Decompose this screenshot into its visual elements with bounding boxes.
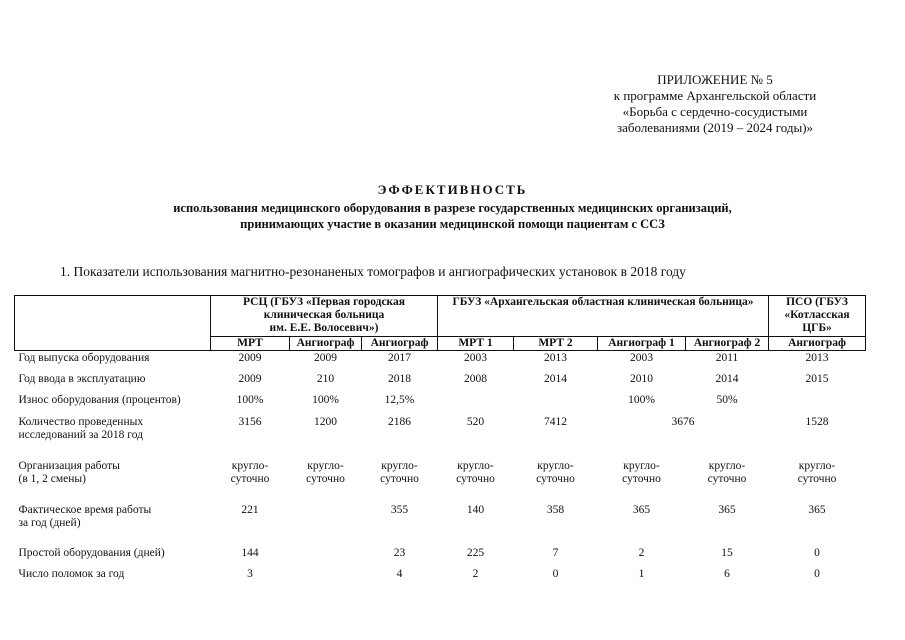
doc-subtitle-line1: использования медицинского оборудования в разрезе государственных медицинских организаций, [173, 201, 732, 215]
cell: 4 [396, 568, 403, 580]
cell: 2011 [715, 352, 739, 364]
cell: 1528 [805, 416, 829, 428]
table-row [15, 351, 866, 373]
cell: 23 [393, 547, 406, 559]
cell: 210 [316, 373, 335, 385]
cell: 2003 [630, 352, 653, 364]
cell: 0 [814, 547, 820, 559]
row-label: Количество проведенных исследований за 2018 год [18, 416, 144, 441]
cell: 1 [638, 568, 645, 580]
cell: 2009 [238, 373, 262, 385]
cell: 2186 [388, 416, 411, 428]
row-label: Простой оборудования (дней) [18, 547, 165, 559]
cell: 365 [718, 504, 736, 516]
cell: кругло- суточно [536, 460, 575, 485]
device-header: МРТ [211, 337, 290, 351]
cell: 365 [632, 504, 651, 516]
cell: 3 [247, 568, 253, 580]
device-header: Ангиограф [362, 337, 438, 351]
cell: кругло- суточно [707, 460, 747, 485]
cell: 0 [814, 568, 820, 580]
device-header: Ангиограф [769, 337, 866, 351]
table-row [15, 372, 866, 393]
cell: 2014 [544, 373, 567, 385]
table-row [15, 567, 866, 588]
cell: 2013 [544, 352, 567, 364]
cell: кругло- суточно [380, 460, 419, 485]
device-header: МРТ 1 [438, 337, 514, 351]
cell: кругло- суточно [306, 460, 345, 485]
cell: 358 [546, 504, 565, 516]
device-header: Ангиограф 1 [598, 337, 686, 351]
cell: 2008 [464, 373, 487, 385]
header-blank [15, 296, 211, 351]
cell: 6 [724, 568, 730, 580]
annex-line: ПРИЛОЖЕНИЕ № 5 [657, 72, 773, 87]
cell: 2009 [238, 352, 262, 364]
doc-subtitle-line2: принимающих участие в оказании медицинской помощи пациентам с ССЗ [240, 217, 665, 231]
cell: 7412 [544, 416, 567, 428]
row-label: Фактическое время работы за год (дней) [18, 504, 152, 529]
cell: 7 [552, 547, 559, 559]
row-label: Организация работы (в 1, 2 смены) [18, 460, 120, 485]
org-header-row [15, 296, 866, 337]
org-aokb: ГБУЗ «Архангельская областная клиническая больница» [438, 296, 769, 337]
row-label: Год ввода в эксплуатацию [18, 373, 146, 385]
device-header: Ангиограф 2 [686, 337, 769, 351]
cell [769, 393, 866, 414]
cell: 2 [472, 568, 479, 580]
cell: 2015 [805, 373, 829, 385]
cell: 100% [628, 394, 655, 406]
cell [438, 393, 514, 414]
annex-block [560, 72, 870, 136]
cell: 2009 [314, 352, 337, 364]
table-row [15, 393, 866, 414]
cell: 221 [241, 504, 259, 516]
cell: 100% [236, 394, 264, 406]
cell: 2014 [715, 373, 739, 385]
annex-line: к программе Архангельской области [613, 88, 817, 103]
annex-line: «Борьба с сердечно-сосудистыми [622, 104, 808, 119]
cell: 2017 [388, 352, 411, 364]
cell: 2018 [388, 373, 411, 385]
cell: 50% [716, 394, 738, 406]
cell: 225 [466, 547, 485, 559]
cell: 140 [466, 504, 485, 516]
cell: 2010 [630, 373, 653, 385]
device-header: МРТ 2 [514, 337, 598, 351]
doc-title: ЭФФЕКТИВНОСТЬ [377, 182, 528, 197]
cell: кругло- суточно [230, 460, 270, 485]
row-label: Год выпуска оборудования [18, 352, 150, 364]
cell: 1200 [314, 416, 337, 428]
cell: 355 [390, 504, 409, 516]
cell: 0 [552, 568, 559, 580]
cell: 520 [466, 416, 485, 428]
table-row [15, 414, 866, 458]
row-label: Износ оборудования (процентов) [18, 394, 181, 406]
org-pso: ПСО (ГБУЗ «Котласская ЦГБ» [769, 296, 866, 337]
cell: 3156 [238, 416, 262, 428]
section-heading: 1. Показатели использования магнитно-резонаненых томографов и ангиографических установок в 2018 году [60, 264, 686, 279]
cell: 2003 [464, 352, 487, 364]
cell: 2013 [805, 352, 829, 364]
row-label: Число поломок за год [18, 568, 125, 580]
cell: кругло- суточно [622, 460, 661, 485]
cell [290, 546, 362, 567]
cell: кругло- суточно [456, 460, 495, 485]
device-header: Ангиограф [290, 337, 362, 351]
cell [290, 567, 362, 588]
cell: 144 [241, 547, 259, 559]
equipment-table [14, 295, 866, 588]
annex-line: заболеваниями (2019 – 2024 годы)» [616, 120, 814, 135]
cell: 12,5% [384, 394, 415, 406]
cell: 100% [312, 394, 339, 406]
cell: кругло- суточно [797, 460, 837, 485]
table-row [15, 502, 866, 546]
cell [514, 393, 598, 414]
org-rsc: РСЦ (ГБУЗ «Первая городская клиническая больница им. Е.Е. Волосевич») [211, 296, 438, 337]
cell: 3676 [671, 416, 695, 428]
cell: 15 [721, 547, 733, 559]
cell [290, 502, 362, 546]
cell: 365 [808, 504, 826, 516]
table-row [15, 546, 866, 567]
table-row [15, 458, 866, 502]
cell: 2 [638, 547, 645, 559]
